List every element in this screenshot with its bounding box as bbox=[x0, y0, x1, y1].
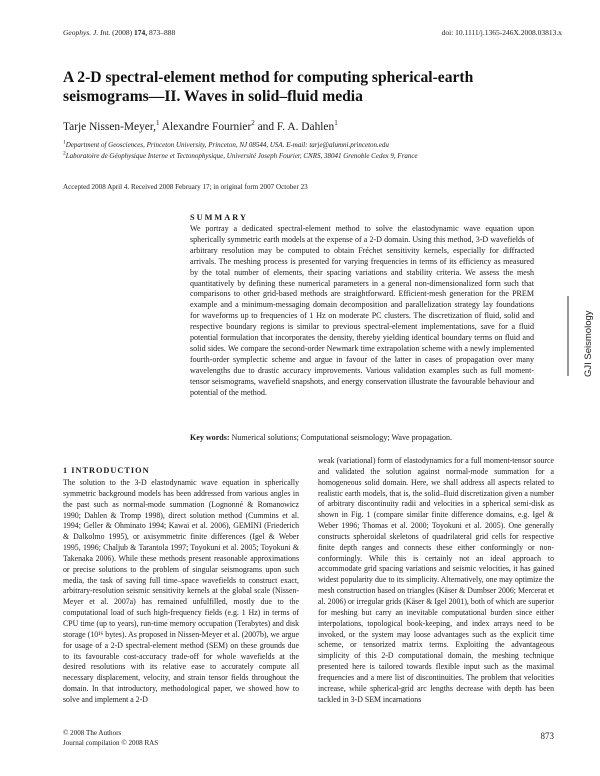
author-name: and F. A. Dahlen bbox=[254, 121, 335, 133]
journal-volume: 174, bbox=[134, 28, 148, 37]
paper-title: A 2-D spectral-element method for computing spherical-earth seismograms—II. Waves in solid–fluid media bbox=[63, 69, 474, 105]
submission-dates: Accepted 2008 April 4. Received 2008 February 17; in original form 2007 October 23 bbox=[63, 183, 308, 191]
section-side-label: GJI Seismology bbox=[583, 310, 594, 377]
affiliation-marker: 1 bbox=[63, 139, 66, 146]
author-name: Tarje Nissen-Meyer, bbox=[63, 121, 156, 133]
journal-pages: 873–888 bbox=[149, 28, 176, 37]
author-list bbox=[63, 121, 338, 133]
compilation-line: Journal compilation © 2008 RAS bbox=[63, 738, 159, 747]
affiliation-marker: 1 bbox=[334, 119, 338, 128]
affiliation-marker: 2 bbox=[63, 150, 66, 157]
affiliation-marker: 1 bbox=[156, 119, 160, 128]
author-name: Alexandre Fournier bbox=[159, 121, 252, 133]
keywords-text: Numerical solutions; Computational seismology; Wave propagation. bbox=[229, 433, 453, 442]
affiliation-text: Laboratoire de Géophysique Interne et Tectonophysique, Université Joseph Fourier, CNRS, 38041 Grenoble Cedex 9, France bbox=[65, 152, 418, 160]
copyright-line: © 2008 The Authors bbox=[63, 729, 122, 737]
journal-name: Geophys. J. Int. bbox=[63, 28, 111, 37]
keywords bbox=[190, 433, 550, 442]
section-heading: 1 INTRODUCTION bbox=[63, 466, 150, 475]
summary-heading: SUMMARY bbox=[190, 213, 248, 222]
intro-column-left: The solution to the 3-D elastodynamic wave equation in spherically symmetric background models has been addressed from various angles in the past such as normal-mode summation (Lognonné & Romanowicz 1990; Dahlen & Tromp 1998), direct solution method (Cummins et al. 1994; Geller & Ohminato 1994; Kawai et al. 2006), GEMINI (Friederich & Dalkolmo 1995), or axisymmetric finite differences (Igel & Weber 1995, 1996; Chaljub & Tarantola 1997; Toyokuni et al. 2005; Toyokuni & Takenaka 2006). While these methods present reasonable approximations or precise solutions to the problem of singular seismograms upon such media, the task of saving full time–space wavefields to construct exact, arbitrary-resolution seismic sensitivity kernels at the global scale (Nissen-Meyer et al. 2007a) has remained unfulfilled, mostly due to the computational load of such high-frequency fields (e.g. 1 Hz) in terms of CPU time (up to years), run-time memory occupation (Terabytes) and disk storage (10¹⁶ bytes). As proposed in Nissen-Meyer et al. (2007b), we argue for usage of a 2-D spectral-element method (SEM) on these grounds due to its favourable cost-accuracy trade-off for whole wavefields at the desired resolutions with its relative ease to accurately compute all necessary displacement, velocity, and strain tensor fields throughout the domain. In that introductory, methodological paper, we showed how to solve and implement a 2-D bbox=[63, 478, 299, 704]
doi-link[interactable]: doi: 10.1111/j.1365-246X.2008.03813.x bbox=[441, 28, 562, 37]
running-header-citation bbox=[63, 28, 175, 37]
summary-text: We portray a dedicated spectral-element method to solve the elastodynamic wave equation upon spherically symmetric earth models at the expense of a 2-D domain. Using this method, 3-D wavefields of arbitrary resolution may be computed to obtain Fréchet sensitivity kernels, especially for diffracted arrivals. The meshing process is presented for varying frequencies in terms of its efficiency as measured by the total number of elements, their spacing variations and stability criteria. We assess the mesh quantitatively by defining these numerical parameters in a general non-dimensionalized form such that comparisons to other grid-based methods are straightforward. Efficient-mesh generation for the PREM example and a minimum-messaging domain decomposition and parallelization strategy lay foundations for waveforms up to frequencies of 1 Hz on moderate PC clusters. The discretization of fluid, solid and respective boundary regions is similar to previous spectral-element implementations, save for a fluid potential formulation that incorporates the density, thereby yielding identical boundary terms on fluid and solid sides. We compare the second-order Newmark time extrapolation scheme with a newly implemented fourth-order symplectic scheme and argue in favour of the latter in cases of propagation over many wavelengths due to drastic accuracy improvements. Various validation examples such as full moment-tensor seismograms, wavefield snapshots, and energy conservation illustrate the favourable behaviour and potential of the method. bbox=[190, 224, 534, 397]
affiliation-marker: 2 bbox=[251, 119, 255, 128]
copyright-footer bbox=[63, 729, 158, 748]
page-number: 873 bbox=[540, 731, 554, 741]
journal-year: (2008) bbox=[112, 28, 133, 37]
affiliation-1 bbox=[63, 141, 389, 149]
affiliation-2 bbox=[63, 152, 418, 160]
side-divider bbox=[567, 296, 569, 376]
keywords-label: Key words: bbox=[190, 433, 230, 442]
intro-column-right: weak (variational) form of elastodynamics for a full moment-tensor source and validated the solution against normal-mode summation for a homogeneous solid domain. Here, we shall address all aspects related to realistic earth models, that is, the solid–fluid discretization given a number of arbitrary discontinuity radii and velocities in a spherical semi-disk as shown in Fig. 1 (compare similar finite difference domains, e.g. Igel & Weber 1996; Thomas et al. 2000; Toyokuni et al. 2005). One generally constructs spheroidal skeletons of quadrilateral grid cells for respective finite depth ranges and connects these either conformingly or non-conformingly. While this is certainly not an ideal approach to accommodate grid spacing variations and seismic velocities, it has gained widest popularity due to its simplicity. Alternatively, one may optimize the mesh construction based on triangles (Käser & Dumbser 2006; Mercerat et al. 2006) or irregular grids (Käser & Igel 2001), both of which are superior for meshing but carry an inevitable computational burden since either interpolations, topological book-keeping, and index arrays need to be invoked, or the system may loose advantages such as the explicit time scheme, or tensorized matrix terms. Exploiting the advantageous simplicity of this 2-D computational domain, the meshing technique presented here is tailored towards flexible input such as the maximal frequencies and a mere list of discontinuities. The problem that velocities increase, while spherical-grid arc lengths decrease with depth has been tackled in 3-D SEM incarnations bbox=[318, 456, 554, 704]
affiliation-text: Department of Geosciences, Princeton University, Princeton, NJ 08544, USA. E-mail: tarje@alumni.princeton.edu bbox=[65, 141, 389, 149]
